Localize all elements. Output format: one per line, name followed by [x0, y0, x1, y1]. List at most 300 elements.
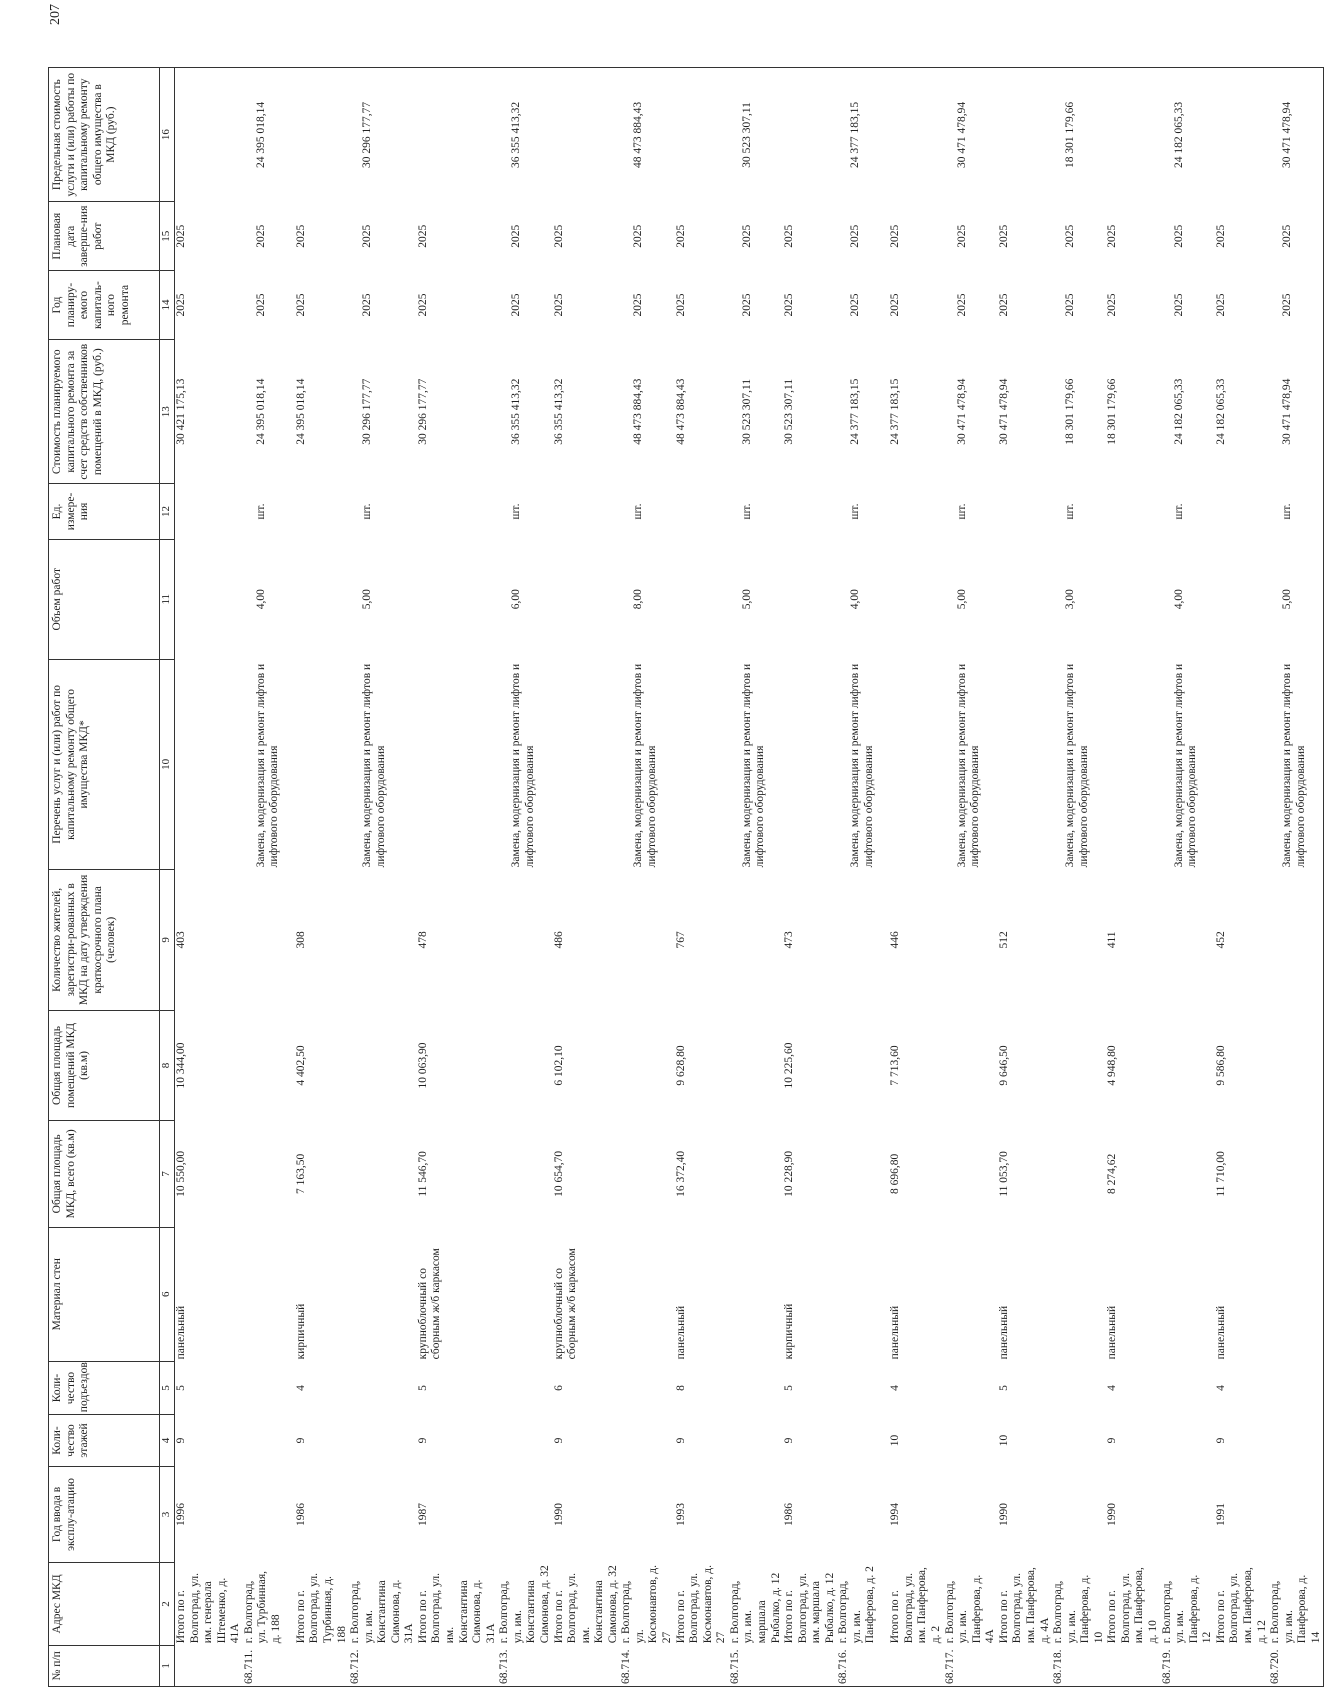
premises-area: 9 586,80	[1214, 1045, 1227, 1086]
table-row	[998, 68, 1052, 1687]
column-header: Год планиру-емого капиталь-ного ремонта	[49, 271, 160, 340]
planned-year: 2025	[674, 293, 687, 317]
owner-cost: 48 473 884,43	[632, 378, 645, 445]
work-list: Замена, модернизация и ремонт лифтов и лифтового оборудования	[1172, 663, 1199, 868]
wall-material	[498, 1227, 552, 1361]
work-list	[783, 659, 837, 869]
address: г. Волгоград, ул. им. Панферова, д. 14	[1269, 1563, 1324, 1646]
row-number	[889, 1645, 943, 1686]
work-volume	[1106, 539, 1160, 659]
column-header: Перечень услуг и (или) работ по капитальному ремонту общего имущества МКД*	[49, 659, 160, 869]
planned-year: 2025	[740, 293, 753, 317]
unit: шт.	[361, 503, 374, 520]
entrance-count: 5	[783, 1385, 796, 1391]
wall-material	[1161, 1227, 1215, 1361]
unit	[889, 484, 943, 539]
premises-area: 9 646,50	[997, 1045, 1010, 1086]
commission-year	[349, 1466, 417, 1562]
wall-material: панельный	[175, 1305, 187, 1360]
entrance-count: 5	[175, 1385, 187, 1391]
entrance-count: 6	[552, 1385, 565, 1391]
table-row	[783, 68, 837, 1687]
wall-material	[1269, 1227, 1324, 1361]
premises-area: 7 713,60	[889, 1045, 902, 1086]
cost-limit: 24 395 018,14	[243, 68, 295, 202]
column-number: 3	[160, 1466, 175, 1562]
table-row	[1269, 68, 1324, 1687]
commission-year: 1993	[674, 1502, 687, 1526]
total-area	[243, 1121, 295, 1228]
total-area	[498, 1121, 552, 1228]
address: Итого по г. Волгоград, ул. Космонавтов, д. 27	[674, 1565, 728, 1644]
work-volume	[783, 539, 837, 659]
total-area	[349, 1121, 417, 1228]
work-list	[295, 659, 349, 869]
completion-date: 2025	[849, 224, 862, 248]
premises-area	[498, 1010, 552, 1120]
work-volume	[295, 539, 349, 659]
wall-material: панельный	[997, 1305, 1010, 1360]
total-area	[729, 1121, 783, 1228]
work-list	[417, 659, 498, 869]
work-list: Замена, модернизация и ремонт лифтов и лифтового оборудования	[510, 663, 536, 868]
planned-year: 2025	[294, 293, 307, 317]
commission-year	[1161, 1466, 1215, 1562]
total-area: 10 654,70	[552, 1150, 565, 1197]
address: Итого по г. Волгоград, ул. им. Константина Симонова, д. 31А	[416, 1573, 497, 1644]
column-header: Коли-чество этажей	[49, 1415, 160, 1467]
table-row	[553, 68, 621, 1687]
table-row	[729, 68, 783, 1687]
owner-cost: 24 395 018,14	[254, 378, 267, 445]
unit: шт.	[510, 503, 523, 520]
resident-count: 473	[783, 931, 796, 949]
premises-area	[1161, 1010, 1215, 1120]
commission-year	[498, 1466, 552, 1562]
cost-limit: 48 473 884,43	[620, 68, 674, 202]
cost-limit	[417, 68, 498, 202]
address: г. Волгоград, ул. им. Константина Симонова, д. 32	[498, 1565, 551, 1644]
planned-year: 2025	[1106, 293, 1119, 317]
column-header: Коли-чество подъездов	[49, 1361, 160, 1414]
total-area	[944, 1121, 998, 1228]
owner-cost: 18 301 179,66	[1064, 378, 1077, 445]
unit	[295, 484, 349, 539]
column-header: Стоимость планируемого капитального ремонта за счет средств собственников помещений в МКД, (руб.)	[49, 339, 160, 484]
column-number-row	[160, 68, 175, 1687]
unit	[1106, 484, 1160, 539]
commission-year: 1986	[783, 1502, 796, 1526]
premises-area	[1052, 1010, 1106, 1120]
wall-material	[620, 1227, 674, 1361]
floor-count: 10	[997, 1434, 1010, 1447]
column-header: № п/п	[49, 1645, 160, 1686]
row-number: 68.712.	[349, 1645, 417, 1686]
cost-limit	[783, 68, 837, 202]
unit: шт.	[740, 503, 753, 520]
premises-area: 6 102,10	[552, 1045, 565, 1086]
page-number: 207	[48, 4, 63, 25]
entrance-count: 4	[1106, 1385, 1119, 1391]
column-number: 10	[160, 659, 175, 869]
owner-cost: 30 421 175,13	[175, 378, 187, 445]
wall-material	[243, 1227, 295, 1361]
total-area: 10 550,00	[175, 1150, 187, 1197]
floor-count	[837, 1415, 889, 1467]
row-number	[998, 1645, 1052, 1686]
entrance-count: 4	[294, 1385, 307, 1391]
work-volume	[175, 539, 243, 659]
work-list: Замена, модернизация и ремонт лифтов и лифтового оборудования	[849, 663, 875, 868]
total-area	[1269, 1121, 1324, 1228]
address: Итого по г. Волгоград, ул. им. Панферова, д. 2	[889, 1567, 942, 1644]
address: г. Волгоград, ул. им. Панферова, д. 12	[1160, 1574, 1214, 1644]
column-number: 4	[160, 1415, 175, 1467]
entrance-count: 4	[889, 1385, 902, 1391]
floor-count	[243, 1415, 295, 1467]
work-list	[889, 659, 943, 869]
entrance-count	[837, 1361, 889, 1414]
total-area: 11 053,70	[997, 1151, 1010, 1197]
resident-count: 308	[294, 931, 307, 949]
commission-year: 1991	[1214, 1502, 1227, 1526]
completion-date: 2025	[740, 224, 753, 248]
cost-limit: 30 471 478,94	[944, 68, 998, 202]
entrance-count	[498, 1361, 552, 1414]
unit	[175, 484, 243, 539]
cost-limit: 36 355 413,32	[498, 68, 552, 202]
unit: шт.	[1064, 503, 1077, 520]
entrance-count	[1269, 1361, 1324, 1414]
unit	[998, 484, 1052, 539]
floor-count	[944, 1415, 998, 1467]
owner-cost: 30 471 478,94	[1269, 339, 1324, 484]
unit	[783, 484, 837, 539]
work-list: Замена, модернизация и ремонт лифтов и лифтового оборудования	[740, 663, 767, 868]
premises-area: 10 063,90	[416, 1042, 429, 1089]
commission-year: 1994	[889, 1502, 902, 1526]
planned-year: 2025	[254, 293, 267, 317]
wall-material: кирпичный	[783, 1303, 796, 1360]
total-area	[1161, 1121, 1215, 1228]
floor-count: 9	[1106, 1437, 1119, 1444]
floor-count: 9	[1214, 1437, 1227, 1444]
total-area: 8 696,80	[889, 1153, 902, 1194]
resident-count	[729, 869, 783, 1010]
total-area	[837, 1121, 889, 1228]
row-number: 68.714.	[620, 1645, 674, 1686]
cost-limit: 30 296 177,77	[349, 68, 417, 202]
entrance-count: 5	[997, 1385, 1010, 1391]
resident-count	[1052, 869, 1106, 1010]
work-list	[1106, 659, 1160, 869]
cost-limit	[1215, 68, 1269, 202]
row-number	[1215, 1645, 1269, 1686]
row-number	[553, 1645, 621, 1686]
owner-cost: 18 301 179,66	[1106, 378, 1119, 445]
entrance-count	[243, 1361, 295, 1414]
cost-limit	[1106, 68, 1160, 202]
row-number	[1106, 1645, 1160, 1686]
planned-year: 2025	[1269, 271, 1324, 340]
address: г. Волгоград, ул. Турбинная, д. 188	[242, 1570, 282, 1644]
work-volume: 4,00	[849, 589, 862, 610]
premises-area	[944, 1010, 998, 1120]
completion-date: 2025	[361, 224, 374, 248]
floor-count: 9	[783, 1437, 796, 1444]
resident-count: 486	[552, 931, 565, 949]
unit: шт.	[1172, 503, 1185, 520]
resident-count: 452	[1214, 931, 1227, 949]
floor-count	[1269, 1415, 1324, 1467]
work-volume: 5,00	[955, 589, 968, 610]
column-number: 8	[160, 1010, 175, 1120]
table-row	[1106, 68, 1160, 1687]
work-volume: 8,00	[632, 589, 645, 610]
owner-cost: 36 355 413,32	[552, 378, 565, 445]
work-volume: 3,00	[1064, 589, 1077, 610]
planned-year: 2025	[175, 293, 187, 317]
work-volume: 6,00	[510, 589, 523, 610]
wall-material: кирпичный	[294, 1303, 307, 1360]
completion-date: 2025	[254, 224, 267, 248]
column-header: Количество жителей, зарегистри-рованных в МКД на дату утверждения краткосрочного плана (человек)	[49, 869, 160, 1010]
address: г. Волгоград, ул. им. маршала Рыбалко, д. 12	[728, 1572, 782, 1644]
resident-count: 767	[674, 931, 687, 949]
table-row	[498, 68, 552, 1687]
work-volume: 5,00	[740, 589, 753, 610]
planned-year: 2025	[361, 293, 374, 317]
total-area: 10 228,90	[783, 1150, 796, 1197]
unit	[553, 484, 621, 539]
total-area: 8 274,62	[1106, 1153, 1119, 1194]
premises-area: 10 225,60	[783, 1042, 796, 1089]
owner-cost: 24 395 018,14	[294, 378, 307, 445]
floor-count	[498, 1415, 552, 1467]
commission-year: 1986	[294, 1502, 307, 1526]
owner-cost: 48 473 884,43	[674, 378, 687, 445]
commission-year: 1996	[175, 1502, 187, 1526]
floor-count	[620, 1415, 674, 1467]
floor-count: 9	[175, 1437, 187, 1444]
entrance-count	[729, 1361, 783, 1414]
owner-cost: 36 355 413,32	[510, 378, 523, 445]
work-list: Замена, модернизация и ремонт лифтов и лифтового оборудования	[955, 663, 982, 868]
resident-count: 478	[416, 931, 429, 949]
planned-year: 2025	[1172, 293, 1185, 317]
column-number: 15	[160, 202, 175, 271]
work-volume	[553, 539, 621, 659]
unit	[417, 484, 498, 539]
total-area: 16 372,40	[674, 1150, 687, 1197]
work-list	[675, 659, 729, 869]
work-volume	[675, 539, 729, 659]
address: г. Волгоград, ул. им. Константина Симонова, д. 31А	[349, 1579, 416, 1644]
floor-count	[729, 1415, 783, 1467]
table-row	[889, 68, 943, 1687]
work-volume	[889, 539, 943, 659]
work-list	[1215, 659, 1269, 869]
entrance-count	[349, 1361, 417, 1414]
cost-limit: 30 523 307,11	[729, 68, 783, 202]
completion-date: 2025	[552, 224, 565, 248]
work-list: Замена, модернизация и ремонт лифтов и лифтового оборудования	[1064, 663, 1090, 868]
planned-year: 2025	[783, 293, 796, 317]
completion-date: 2025	[632, 224, 645, 248]
entrance-count	[944, 1361, 998, 1414]
work-volume: 5,00	[1269, 539, 1324, 659]
work-volume	[998, 539, 1052, 659]
cost-limit	[675, 68, 729, 202]
planned-year: 2025	[416, 293, 429, 317]
commission-year	[1052, 1466, 1106, 1562]
resident-count: 403	[175, 931, 187, 949]
wall-material	[729, 1227, 783, 1361]
cost-limit: 24 377 183,15	[837, 68, 889, 202]
wall-material	[944, 1227, 998, 1361]
column-number: 9	[160, 869, 175, 1010]
commission-year	[1269, 1466, 1324, 1562]
row-number	[295, 1645, 349, 1686]
work-volume: 4,00	[254, 589, 267, 610]
commission-year	[620, 1466, 674, 1562]
address: Итого по г. Волгоград, ул. им. маршала Рыбалко, д. 12	[783, 1572, 836, 1644]
wall-material	[837, 1227, 889, 1361]
table-row	[944, 68, 998, 1687]
address: г. Волгоград, ул. им. Панферова, д. 10	[1052, 1574, 1105, 1644]
completion-date: 2025	[1269, 202, 1324, 271]
completion-date: 2025	[674, 224, 687, 248]
column-header: Материал стен	[49, 1227, 160, 1361]
completion-date: 2025	[889, 224, 902, 248]
floor-count: 9	[674, 1437, 687, 1444]
owner-cost: 30 471 478,94	[955, 378, 968, 445]
commission-year	[729, 1466, 783, 1562]
commission-year: 1990	[997, 1502, 1010, 1526]
entrance-count	[1052, 1361, 1106, 1414]
row-number	[175, 1645, 243, 1686]
owner-cost: 30 471 478,94	[997, 378, 1010, 445]
premises-area	[243, 1010, 295, 1120]
floor-count	[1161, 1415, 1215, 1467]
column-number: 16	[160, 68, 175, 202]
column-number: 12	[160, 484, 175, 539]
floor-count	[349, 1415, 417, 1467]
column-number: 13	[160, 339, 175, 484]
address: Итого по г. Волгоград, ул. им. генерала Штеменко, д. 41А	[175, 1573, 242, 1644]
resident-count	[349, 869, 417, 1010]
column-number: 6	[160, 1227, 175, 1361]
row-number: 68.719.	[1161, 1645, 1215, 1686]
entrance-count	[1161, 1361, 1215, 1414]
repair-plan-table	[48, 67, 1324, 1687]
resident-count	[620, 869, 674, 1010]
commission-year	[944, 1466, 998, 1562]
cost-limit	[553, 68, 621, 202]
wall-material: крупноблочный со сборным ж/б каркасом	[416, 1248, 443, 1360]
address: г. Волгоград, ул. Космонавтов, д. 27	[620, 1565, 673, 1644]
resident-count	[944, 869, 998, 1010]
column-header: Предельная стоимость услуги и (или) работы по капитальному ремонту общего имущества в МКД (руб.)	[49, 68, 160, 202]
premises-area	[349, 1010, 417, 1120]
table-row	[175, 68, 243, 1687]
unit: шт.	[849, 503, 862, 520]
premises-area: 4 948,80	[1106, 1045, 1119, 1086]
cost-limit: 18 301 179,66	[1052, 68, 1106, 202]
wall-material: панельный	[674, 1305, 687, 1360]
cost-limit	[175, 68, 243, 202]
table-row	[837, 68, 889, 1687]
wall-material	[1052, 1227, 1106, 1361]
wall-material: крупноблочный со сборным ж/б каркасом	[552, 1248, 579, 1360]
completion-date: 2025	[997, 224, 1010, 248]
owner-cost: 30 296 177,77	[416, 378, 429, 445]
work-list: Замена, модернизация и ремонт лифтов и лифтового оборудования	[254, 663, 281, 868]
table-row	[1215, 68, 1269, 1687]
cost-limit: 30 471 478,94	[1269, 68, 1324, 202]
table-row	[349, 68, 417, 1687]
unit: шт.	[632, 503, 645, 520]
column-header: Адрес МКД	[49, 1563, 160, 1646]
planned-year: 2025	[849, 293, 862, 317]
total-area: 7 163,50	[294, 1153, 307, 1194]
table-body	[175, 68, 1324, 1687]
planned-year: 2025	[552, 293, 565, 317]
premises-area: 4 402,50	[294, 1045, 307, 1086]
planned-year: 2025	[632, 293, 645, 317]
work-volume	[417, 539, 498, 659]
planned-year: 2025	[955, 293, 968, 317]
address: Итого по г. Волгоград, ул. им. Константина Симонова, д. 32	[552, 1565, 619, 1644]
owner-cost: 30 296 177,77	[361, 378, 374, 445]
resident-count	[1161, 869, 1215, 1010]
row-number: 68.716.	[837, 1645, 889, 1686]
column-number: 1	[160, 1645, 175, 1686]
commission-year: 1990	[1106, 1502, 1119, 1526]
unit: шт.	[254, 503, 267, 520]
cost-limit: 24 182 065,33	[1161, 68, 1215, 202]
column-number: 5	[160, 1361, 175, 1414]
row-number	[417, 1645, 498, 1686]
column-number: 11	[160, 539, 175, 659]
work-list	[553, 659, 621, 869]
row-number: 68.717.	[944, 1645, 998, 1686]
rotated-sheet	[48, 4, 1322, 1687]
commission-year: 1990	[552, 1502, 565, 1526]
column-header: Плановая дата заверше-ния работ	[49, 202, 160, 271]
unit	[675, 484, 729, 539]
column-header: Общая площадь МКД, всего (кв.м)	[49, 1121, 160, 1228]
completion-date: 2025	[510, 224, 523, 248]
work-volume: 5,00	[361, 589, 374, 610]
floor-count: 9	[294, 1437, 307, 1444]
planned-year: 2025	[889, 293, 902, 317]
row-number	[675, 1645, 729, 1686]
column-number: 2	[160, 1563, 175, 1646]
completion-date: 2025	[783, 224, 796, 248]
completion-date: 2025	[294, 224, 307, 248]
premises-area	[837, 1010, 889, 1120]
column-header: Год ввода в эксплу-атацию	[49, 1466, 160, 1562]
owner-cost: 24 182 065,33	[1214, 378, 1227, 445]
commission-year	[837, 1466, 889, 1562]
entrance-count: 8	[674, 1385, 687, 1391]
owner-cost: 24 377 183,15	[889, 378, 902, 445]
unit: шт.	[955, 503, 968, 520]
resident-count: 411	[1106, 931, 1119, 949]
work-list	[998, 659, 1052, 869]
floor-count: 10	[889, 1434, 902, 1447]
